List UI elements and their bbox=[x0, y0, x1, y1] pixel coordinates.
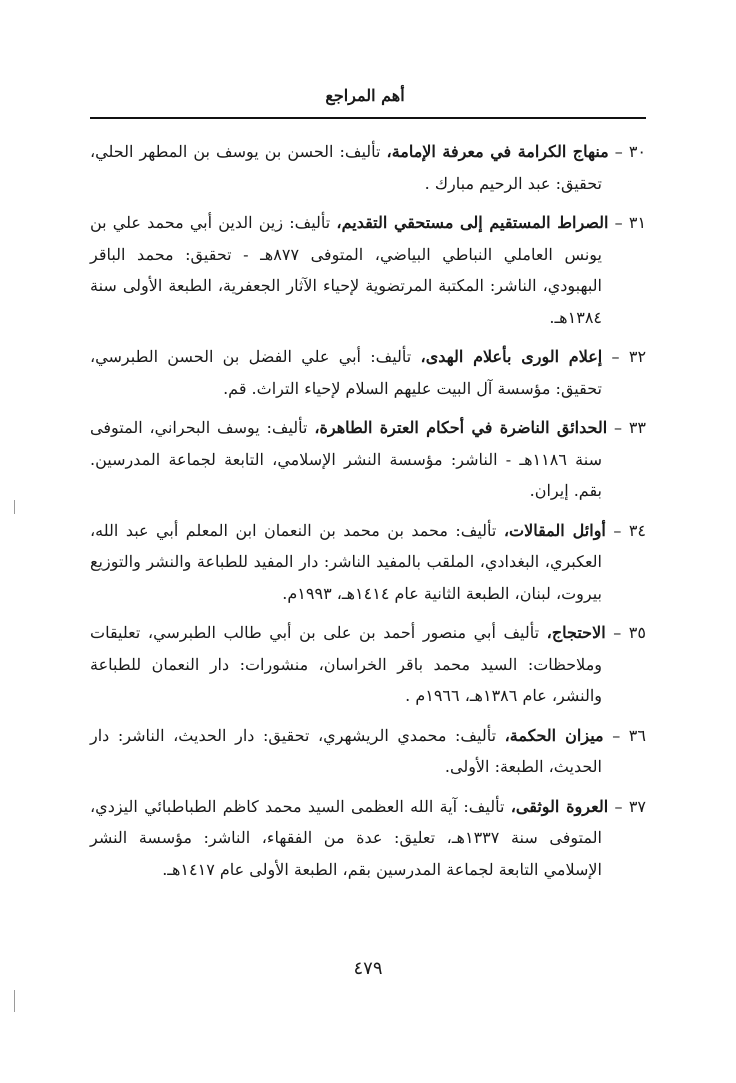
running-header: أهم المراجع bbox=[325, 86, 405, 105]
entry-title: ميزان الحكمة، bbox=[504, 725, 604, 745]
entry-title: العروة الوثقى، bbox=[510, 796, 609, 816]
entry-title: الحدائق الناضرة في أحكام العترة الطاهرة، bbox=[314, 418, 608, 437]
entry-number: ٣٧ – bbox=[614, 796, 646, 816]
entry-title: أوائل المقالات، bbox=[503, 520, 606, 540]
reference-entry bbox=[90, 341, 646, 404]
reference-entry bbox=[90, 791, 646, 886]
entry-number: ٣٦ – bbox=[612, 725, 646, 745]
reference-list bbox=[90, 136, 646, 893]
entry-body: تأليف: الحسن بن يوسف بن المطهر الحلي، تحقيق: عبد الرحيم مبارك . bbox=[90, 142, 602, 193]
entry-number: ٣٣ – bbox=[613, 418, 646, 437]
entry-body: تأليف: أبي علي الفضل بن الحسن الطبرسي، تحقيق: مؤسسة آل البيت عليهم السلام لإحياء التراث. قم. bbox=[90, 347, 602, 398]
reference-entry bbox=[90, 617, 646, 712]
entry-title: منهاج الكرامة في معرفة الإمامة، bbox=[386, 142, 609, 161]
reference-entry bbox=[90, 515, 646, 610]
entry-title: الصراط المستقيم إلى مستحقي التقديم، bbox=[336, 213, 609, 232]
entry-body: تأليف: آية الله العظمى السيد محمد كاظم الطباطبائي اليزدي، المتوفى سنة ١٣٣٧هـ، تعليق: عدة من الفقهاء، الناشر: مؤسسة النشر الإسلامي التابعة لجماعة المدرسين بقم، الطبعة الأولى عام ١٤١٧هـ. bbox=[90, 796, 603, 879]
entry-body: تأليف: محمدي الريشهري، تحقيق: دار الحديث، الناشر: دار الحديث، الطبعة: الأولى. bbox=[90, 725, 602, 776]
entry-number: ٣٤ – bbox=[613, 520, 646, 540]
reference-entry bbox=[90, 720, 646, 783]
entry-body: تأليف: يوسف البحراني، المتوفى سنة ١١٨٦هـ - الناشر: مؤسسة النشر الإسلامي، التابعة لجماعة المدرسين. بقم. إيران. bbox=[90, 418, 602, 500]
page-number: ٤٧٩ bbox=[353, 958, 383, 979]
reference-entry bbox=[90, 412, 646, 507]
entry-body: تأليف أبي منصور أحمد بن على بن أبي طالب الطبرسي، تعليقات وملاحظات: السيد محمد باقر الخراسان، منشورات: دار النعمان للطباعة والنشر، عام ١٣٨٦هـ، ١٩٦٦م . bbox=[90, 623, 602, 705]
entry-number: ٣٥ – bbox=[613, 623, 646, 642]
entry-body: تأليف: محمد بن محمد بن النعمان ابن المعلم أبي عبد الله، العكبري، البغدادي، الملقب بالمفيد الناشر: دار المفيد للطباعة والنشر والتوزيع بيروت، لبنان، الطبعة الثانية عام ١٤١٤هـ، ١٩٩٣م. bbox=[90, 520, 602, 603]
entry-body: تأليف: زين الدين أبي محمد علي بن يونس العاملي النباطي البياضي، المتوفى ٨٧٧هـ - تحقيق: محمد الباقر البهبودي، الناشر: المكتبة المرتضوية لإحياء الآثار الجعفرية، الطبعة الأولى سنة ١٣٨٤هـ. bbox=[90, 213, 603, 327]
entry-number: ٣١ – bbox=[614, 213, 647, 232]
scan-edge-mark bbox=[14, 990, 15, 1012]
scan-edge-mark bbox=[14, 500, 15, 514]
entry-title: إعلام الورى بأعلام الهدى، bbox=[420, 347, 603, 366]
entry-title: الاحتجاج، bbox=[546, 623, 606, 642]
entry-number: ٣٠ – bbox=[614, 142, 647, 161]
entry-number: ٣٢ – bbox=[611, 347, 647, 366]
reference-entry bbox=[90, 136, 646, 199]
reference-entry bbox=[90, 207, 646, 333]
header-rule bbox=[90, 117, 646, 119]
